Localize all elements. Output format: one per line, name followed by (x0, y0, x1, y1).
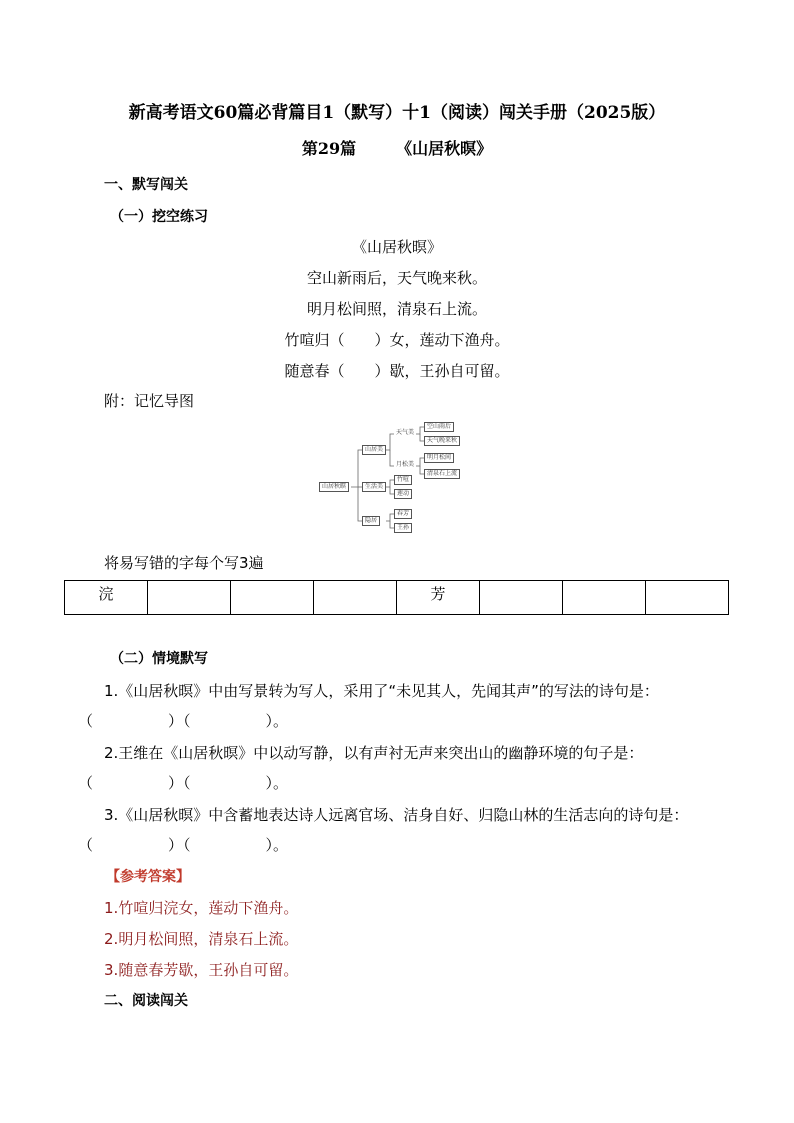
poem-line-1: 空山新雨后，天气晚来秋。 (306, 269, 487, 287)
copy-cell[interactable] (646, 581, 729, 615)
document-title: 新高考语文60篇必背篇目1（默写）十1（阅读）闯关手册（2025版） (128, 103, 666, 123)
mindmap-sub: 月松美 (396, 461, 415, 468)
copy-cell[interactable] (231, 581, 314, 615)
section2-heading: 二、阅读闯关 (104, 993, 188, 1009)
question-1: 1.《山居秋暝》中由写景转为写人，采用了“未见其人，先闻其声”的写法的诗句是： (104, 682, 659, 700)
copy-cell[interactable] (314, 581, 397, 615)
answer-2 (104, 928, 298, 949)
poem-title: 《山居秋暝》 (351, 238, 442, 256)
question-3: 3.《山居秋暝》中含蓄地表达诗人远离官场、洁身自好、归隐山林的生活志向的诗句是： (104, 806, 689, 824)
question-2: 2.王维在《山居秋暝》中以动写静，以有声衬无声来突出山的幽静环境的句子是： (104, 744, 644, 762)
mindmap-leaf: 春芳 (394, 509, 412, 519)
copy-cell[interactable]: 芳 (397, 581, 480, 615)
mindmap-leaf: 莲动 (394, 489, 412, 499)
chapter-heading (0, 136, 794, 159)
mindmap (318, 420, 498, 530)
copy-cell[interactable] (480, 581, 563, 615)
mindmap-leaf: 竹喧 (394, 475, 412, 485)
section1-heading: 一、默写闯关 (104, 177, 188, 193)
copy-cell[interactable] (563, 581, 646, 615)
mindmap-branch: 隐居 (362, 516, 380, 526)
answer-text: 随意春芳歇，王孙自可留。 (118, 961, 299, 979)
answer-text: 竹喧归浣女，莲动下渔舟。 (118, 899, 299, 917)
answer-tag: 【参考答案】 (106, 869, 190, 885)
table-row (65, 581, 729, 615)
mindmap-branch: 生活美 (362, 482, 386, 492)
chapter-number: 第29篇 (301, 139, 357, 158)
answer-1 (104, 897, 298, 918)
copy-cell[interactable] (148, 581, 231, 615)
answer-number: 3. (104, 961, 119, 979)
mindmap-leaf: 王孙 (394, 523, 412, 533)
part1-heading: （一）挖空练习 (110, 209, 208, 225)
mindmap-sub: 天气美 (396, 429, 415, 436)
chapter-poem-title: 《山居秋暝》 (396, 139, 493, 158)
question-3-blank[interactable]: （ ）（ ）。 (78, 836, 289, 854)
poem-line-2: 明月松间照，清泉石上流。 (306, 300, 487, 318)
answer-number: 2. (104, 930, 119, 948)
mindmap-leaf: 清泉石上流 (424, 469, 460, 479)
copy-instruction: 将易写错的字每个写3遍 (104, 554, 264, 572)
poem-line-4: 随意春（ ）歇，王孙自可留。 (284, 362, 510, 380)
mindmap-note: 附：记忆导图 (104, 392, 195, 410)
poem-line-3: 竹喧归（ ）女，莲动下渔舟。 (284, 331, 510, 349)
mindmap-leaf: 空山雨后 (424, 422, 454, 432)
copy-cell[interactable]: 浣 (65, 581, 148, 615)
question-2-blank[interactable]: （ ）（ ）。 (78, 774, 289, 792)
question-1-blank[interactable]: （ ）（ ）。 (78, 712, 289, 730)
mindmap-leaf: 天气晚来秋 (424, 436, 460, 446)
answer-number: 1. (104, 899, 119, 917)
mindmap-root: 山居秋暝 (319, 482, 349, 492)
part2-heading: （二）情境默写 (110, 651, 208, 667)
mindmap-leaf: 明月松间 (424, 453, 454, 463)
copy-grid (64, 580, 729, 615)
answer-text: 明月松间照，清泉石上流。 (118, 930, 299, 948)
mindmap-branch: 山居美 (362, 445, 386, 455)
answer-3 (104, 959, 298, 980)
